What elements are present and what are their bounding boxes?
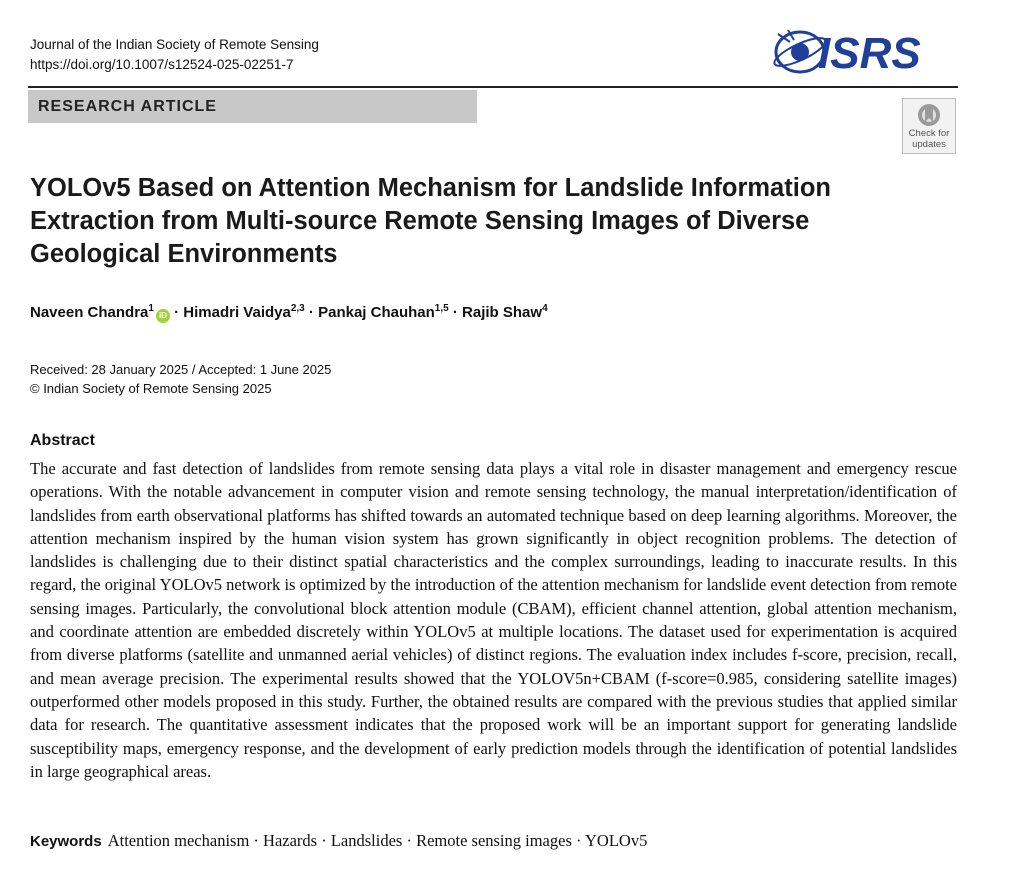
- bookmark-icon: [915, 102, 943, 128]
- author-affiliation: 2,3: [290, 303, 305, 314]
- received-accepted: Received: 28 January 2025 / Accepted: 1 June 2025: [30, 362, 332, 377]
- journal-name: Journal of the Indian Society of Remote Sensing: [30, 37, 319, 52]
- keywords-label: Keywords: [30, 833, 102, 850]
- author-separator: ·: [169, 304, 184, 321]
- check-for-updates-badge[interactable]: [902, 98, 956, 154]
- author-name[interactable]: Pankaj Chauhan: [318, 304, 435, 321]
- isrs-logo: [770, 22, 960, 82]
- author-name[interactable]: Naveen Chandra: [30, 304, 149, 321]
- check-label-2: updates: [912, 139, 946, 150]
- author-separator: ·: [304, 304, 319, 321]
- copyright: © Indian Society of Remote Sensing 2025: [30, 381, 272, 396]
- author-affiliation: 1: [148, 303, 154, 314]
- orcid-icon[interactable]: iD: [156, 309, 170, 323]
- doi-link[interactable]: https://doi.org/10.1007/s12524-025-02251-7: [30, 57, 294, 72]
- author-affiliation: 1,5: [434, 303, 449, 314]
- abstract-heading: Abstract: [30, 432, 95, 449]
- author-affiliation: 4: [542, 303, 548, 314]
- journal-info: [30, 35, 319, 75]
- article-title: YOLOv5 Based on Attention Mechanism for Landslide Information Extraction from Multi-source Remote Sensing Images of Diverse Geological Environments: [30, 174, 831, 268]
- author-list: [30, 303, 548, 323]
- author-name[interactable]: Rajib Shaw: [462, 304, 543, 321]
- publication-dates: [30, 360, 331, 398]
- author-name[interactable]: Himadri Vaidya: [183, 304, 291, 321]
- article-type-banner: RESEARCH ARTICLE: [28, 90, 477, 123]
- check-label-1: Check for: [908, 128, 950, 139]
- logo-text: ISRS: [818, 29, 921, 78]
- keywords-list: Attention mechanism · Hazards · Landslides · Remote sensing images · YOLOv5: [107, 831, 648, 850]
- abstract-text: The accurate and fast detection of landslides from remote sensing data plays a vital role in disaster management and emergency rescue operations. With the notable advancement in computer vision and remote sensing technology, the manual interpretation/identification of landslides from earth observational platforms has shifted towards an automated technique based on deep learning algorithms. Moreover, the attention mechanism inspired by the human vision system has grown significantly in object recognition problems. The detection of landslides is challenging due to their distinct spatial characteristics and the complex surroundings, leading to inaccurate results. In this regard, the original YOLOv5 network is optimized by the introduction of the attention mechanism for landslide event detection from remote sensing images. Particularly, the convolutional block attention module (CBAM), efficient channel attention, global attention mechanism, and coordinate attention are embedded discretely within YOLOv5 at multiple locations. The dataset used for experimentation is acquired from diverse platforms (satellite and unmanned aerial vehicles) of distinct regions. The evaluation index includes f-score, precision, recall, and mean average precision. The experimental results showed that the YOLOV5n+CBAM (f-score=0.985, considering satellite images) outperformed other models proposed in this study. Further, the obtained results are compared with the previous studies that applied similar data for research. The quantitative assessment indicates that the proposed work will be an important support for generating landslide susceptibility maps, emergency response, and the development of early prediction models through the identification of potential landslides in large geographical areas.: [30, 459, 957, 781]
- keywords: [30, 831, 647, 851]
- header-rule: [28, 86, 958, 88]
- author-separator: ·: [448, 304, 463, 321]
